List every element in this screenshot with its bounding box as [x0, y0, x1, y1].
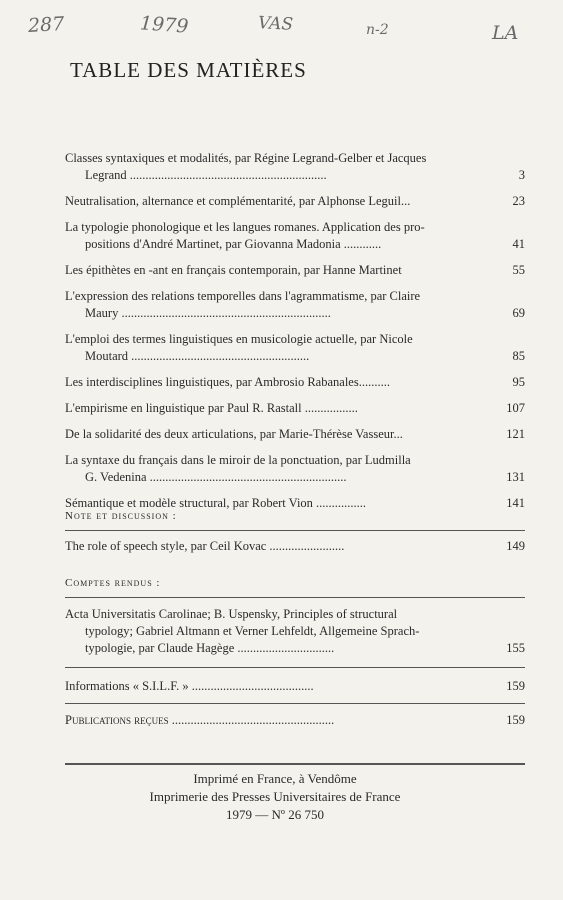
- toc-entry-continuation: G. Vedenina ...............................................................: [85, 470, 347, 484]
- toc-entry-title: Neutralisation, alternance et complémentarité, par Alphonse Leguil...: [65, 194, 411, 208]
- colophon-line: 1979 — Nº 26 750: [226, 807, 324, 822]
- toc-page-number: 69: [512, 306, 525, 320]
- toc-entry-title: De la solidarité des deux articulations, par Marie-Thérèse Vasseur...: [65, 427, 403, 441]
- toc-page-number: 159: [506, 679, 525, 693]
- divider: [65, 703, 525, 704]
- toc-entry-continuation: Legrand ...............................................................: [85, 168, 327, 182]
- table-of-contents: [65, 150, 525, 521]
- handwritten-note: n-2: [366, 22, 389, 38]
- toc-entry-title: Informations « S.I.L.F. » .......................................: [65, 679, 314, 693]
- section-heading-comptes: Comptes rendus :: [65, 577, 161, 589]
- toc-entry-continuation: Maury ...................................................................: [85, 306, 331, 320]
- toc-entry: [65, 262, 525, 279]
- handwritten-note: LA: [492, 22, 519, 44]
- toc-entry-title: Classes syntaxiques et modalités, par Régine Legrand-Gelber et Jacques: [65, 151, 427, 165]
- toc-entry-continuation: positions d'André Martinet, par Giovanna Madonia ............: [85, 237, 382, 251]
- handwritten-note: 287: [27, 13, 65, 37]
- toc-entry-title: Sémantique et modèle structural, par Robert Vion ................: [65, 496, 367, 510]
- toc-entry: [65, 374, 525, 391]
- toc-entry: [65, 452, 525, 486]
- toc-entry: [65, 426, 525, 443]
- publications-section: [65, 712, 525, 738]
- toc-entry-continuation: typologie, par Claude Hagège ...............................: [85, 641, 335, 655]
- toc-entry-title: Les interdisciplines linguistiques, par Ambrosio Rabanales..........: [65, 375, 390, 389]
- toc-entry-title: La typologie phonologique et les langues romanes. Application des pro-: [65, 220, 425, 234]
- toc-page-number: 141: [506, 496, 525, 510]
- toc-page-number: 155: [506, 641, 525, 655]
- toc-page-number: 149: [506, 539, 525, 553]
- handwritten-note: VAS: [257, 13, 294, 35]
- toc-entry: [65, 400, 525, 417]
- toc-entry-title: Publications reçues ....................................................: [65, 713, 335, 727]
- toc-entry: [65, 331, 525, 365]
- toc-entry: [65, 678, 525, 695]
- toc-entry-continuation: Moutard .........................................................: [85, 349, 310, 363]
- toc-entry-title: L'emploi des termes linguistiques en musicologie actuelle, par Nicole: [65, 332, 413, 346]
- toc-page-number: 41: [512, 237, 525, 251]
- section-heading-note: Note et discussion :: [65, 510, 177, 522]
- divider: [65, 667, 525, 668]
- toc-entry: [65, 193, 525, 210]
- colophon: [90, 770, 460, 824]
- toc-page-number: 95: [512, 375, 525, 389]
- toc-entry-title: Les épithètes en -ant en français contemporain, par Hanne Martinet: [65, 263, 402, 277]
- toc-entry: [65, 538, 525, 555]
- toc-page-number: 85: [512, 349, 525, 363]
- handwritten-note: 1979: [139, 12, 190, 38]
- note-section: [65, 538, 525, 564]
- comptes-section: [65, 606, 525, 666]
- toc-entry-title: The role of speech style, par Ceil Kovac ........................: [65, 539, 345, 553]
- toc-page-number: 23: [512, 194, 525, 208]
- colophon-rule: [65, 763, 525, 765]
- colophon-line: Imprimé en France, à Vendôme: [193, 771, 357, 786]
- toc-entry-title: L'expression des relations temporelles dans l'agrammatisme, par Claire: [65, 289, 421, 303]
- toc-entry-title: La syntaxe du français dans le miroir de la ponctuation, par Ludmilla: [65, 453, 411, 467]
- toc-page-number: 55: [512, 263, 525, 277]
- divider: [65, 597, 525, 598]
- toc-page-number: 159: [506, 713, 525, 727]
- toc-entry-title: L'empirisme en linguistique par Paul R. Rastall .................: [65, 401, 358, 415]
- toc-entry-continuation: typology; Gabriel Altmann et Verner Lehfeldt, Allgemeine Sprach-: [85, 624, 420, 638]
- toc-page-number: 121: [506, 427, 525, 441]
- toc-entry: [65, 712, 525, 729]
- divider: [65, 530, 525, 531]
- toc-entry: [65, 150, 525, 184]
- toc-page-number: 3: [518, 168, 525, 182]
- toc-entry-title: Acta Universitatis Carolinae; B. Uspensky, Principles of structural: [65, 607, 398, 621]
- toc-entry: [65, 219, 525, 253]
- informations-section: [65, 678, 525, 704]
- toc-page-number: 107: [506, 401, 525, 415]
- page-title: TABLE DES MATIÈRES: [70, 58, 307, 82]
- toc-page-number: 131: [506, 470, 525, 484]
- toc-entry: [65, 606, 525, 657]
- toc-entry: [65, 288, 525, 322]
- colophon-line: Imprimerie des Presses Universitaires de France: [149, 789, 401, 804]
